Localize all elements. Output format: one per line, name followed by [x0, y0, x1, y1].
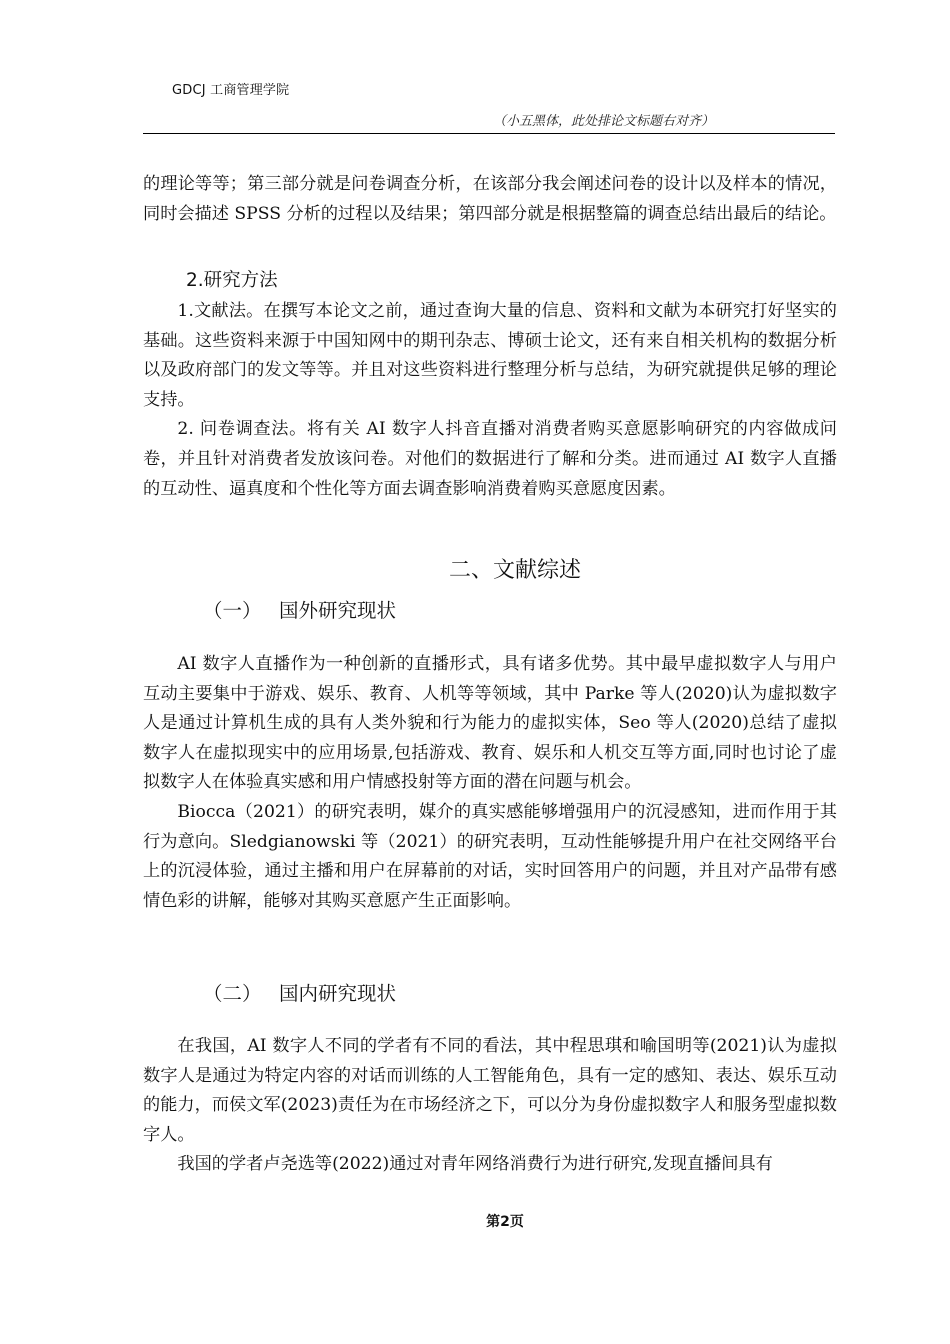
header-divider — [143, 133, 835, 134]
methods-paragraph-literature: 1.文献法。在撰写本论文之前，通过查询大量的信息、资料和文献为本研究打好坚实的基础。这些资料来源于中国知网中的期刊杂志、博硕士论文，还有来自相关机构的数据分析以及政府部门的发文等等。并且对这些资料进行整理分析与总结，为研究就提供足够的理论支持。 — [143, 301, 837, 410]
methods-paragraph-survey: 2. 问卷调查法。将有关 AI 数字人抖音直播对消费者购买意愿影响研究的内容做成问卷，并且针对消费者发放该问卷。对他们的数据进行了解和分类。进而通过 AI 数字人直播的互动性、逼真度和个性化等方面去调查影响消费着购买意愿度因素。 — [143, 419, 837, 499]
methods-block — [143, 297, 837, 504]
foreign-paragraph-2: Biocca（2021）的研究表明，媒介的真实感能够增强用户的沉浸感知，进而作用于其行为意向。Sledgianowski 等（2021）的研究表明，互动性能够提升用户在社交网络平台上的沉浸体验，通过主播和用户在屏幕前的对话，实时回答用户的问题，并且对产品带有感情色彩的讲解，能够对其购买意愿产生正面影响。 — [143, 801, 837, 911]
intro-paragraph: 的理论等等；第三部分就是问卷调查分析，在该部分我会阐述问卷的设计以及样本的情况，同时会描述 SPSS 分析的过程以及结果；第四部分就是根据整篇的调查总结出最后的结论。 — [143, 174, 837, 224]
subsection-title: 国内研究现状 — [279, 982, 397, 1005]
methods-heading: 2.研究方法 — [186, 270, 278, 291]
domestic-research-block — [143, 1032, 837, 1180]
foreign-research-block — [143, 650, 837, 916]
subsection-number: （一） — [203, 599, 262, 622]
foreign-paragraph-1: AI 数字人直播作为一种创新的直播形式，具有诸多优势。其中最早虚拟数字人与用户互动主要集中于游戏、娱乐、教育、人机等等领域，其中 Parke 等人(2020)认为虚拟数字人是通过计算机生成的具有人类外貌和行为能力的虚拟实体，Seo 等人(2020)总结了虚拟数字人在虚拟现实中的应用场景,包括游戏、教育、娱乐和人机交互等方面,同时也讨论了虚拟数字人在体验真实感和用户情感投射等方面的潜在问题与机会。 — [143, 654, 837, 793]
domestic-paragraph-1: 在我国，AI 数字人不同的学者有不同的看法，其中程思琪和喻国明等(2021)认为虚拟数字人是通过为特定内容的对话而训练的人工智能角色，具有一定的感知、表达、娱乐互动的能力，而侯文军(2023)责任为在市场经济之下，可以分为身份虚拟数字人和服务型虚拟数字人。 — [143, 1036, 837, 1145]
subsection-title: 国外研究现状 — [279, 599, 397, 622]
section-heading-literature-review: 二、文献综述 — [448, 558, 581, 583]
header-title-note: （小五黑体，此处排论文标题右对齐） — [493, 114, 715, 129]
subsection-number: （二） — [203, 982, 262, 1005]
page-number: 第2页 — [486, 1214, 524, 1230]
domestic-paragraph-2: 我国的学者卢尧选等(2022)通过对青年网络消费行为进行研究,发现直播间具有 — [177, 1154, 773, 1175]
subsection-heading-foreign — [203, 595, 396, 623]
header-institution: GDCJ 工商管理学院 — [172, 83, 290, 98]
subsection-heading-domestic — [203, 978, 396, 1006]
intro-block — [143, 170, 837, 229]
